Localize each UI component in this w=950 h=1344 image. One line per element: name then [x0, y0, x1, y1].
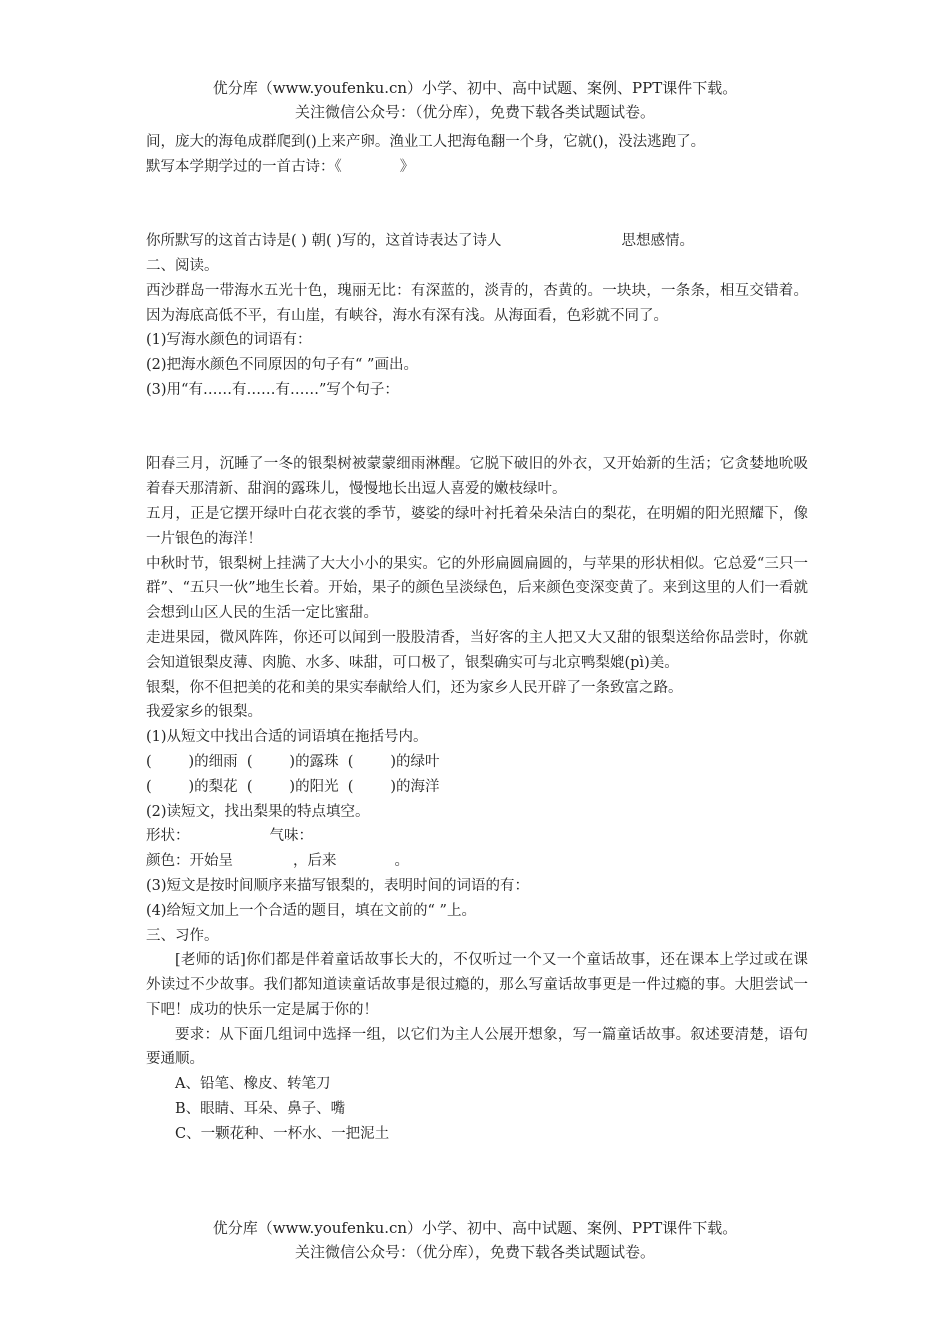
question-2: (2)把海水颜色不同原因的句子有“ ”画出。: [146, 357, 418, 374]
reading-question-3: (3)短文是按时间顺序来描写银梨的，表明时间的词语的有：: [146, 877, 530, 894]
reading-question-1: (1)从短文中找出合适的词语填在拖括号内。: [146, 729, 428, 746]
poem-prompt: 默写本学期学过的一首古诗：《 》: [146, 158, 415, 175]
document-body: [146, 130, 808, 1147]
poem-question: 你所默写的这首古诗是( ) 朝( )写的，这首诗表达了诗人 思想感情。: [146, 233, 694, 250]
question-1: (1)写海水颜色的词语有：: [146, 332, 312, 349]
passage-yinli-p3: 中秋时节，银梨树上挂满了大大小小的果实。它的外形扁圆扁圆的，与苹果的形状相似。它总爱“三只一群”、“五只一伙”地生长着。开始，果子的颜色呈淡绿色，后来颜色变深变黄了。来到这里的人们一看就会想到山区人民的生活一定比蜜甜。: [146, 555, 808, 622]
passage-yinli-p1: 阳春三月，沉睡了一冬的银梨树被蒙蒙细雨淋醒。它脱下破旧的外衣，又开始新的生活；它贪婪地吮吸着春天那清新、甜润的露珠儿，慢慢地长出逗人喜爱的嫩枝绿叶。: [146, 456, 808, 498]
header-line-1: 优分库（www.youfenku.cn）小学、初中、高中试题、案例、PPT课件下载。: [212, 79, 738, 97]
fill-blank-row-b: ( )的梨花 ( )的阳光 ( )的海洋: [146, 778, 440, 795]
option-a: A、铅笔、橡皮、转笔刀: [175, 1076, 331, 1093]
question-3: (3)用“有……有……有……”写个句子：: [146, 381, 399, 398]
footer-line-1: 优分库（www.youfenku.cn）小学、初中、高中试题、案例、PPT课件下载。: [212, 1219, 738, 1237]
page-footer: [0, 1216, 950, 1264]
pear-color: 颜色：开始呈 ，后来 。: [146, 853, 409, 870]
passage-yinli-p6: 我爱家乡的银梨。: [146, 704, 262, 721]
passage-yinli-p5: 银梨，你不但把美的花和美的果实奉献给人们，还为家乡人民开辟了一条致富之路。: [146, 679, 683, 696]
passage-yinli-p4: 走进果园，微风阵阵，你还可以闻到一股股清香，当好客的主人把又大又甜的银梨送给你品尝时，你就会知道银梨皮薄、肉脆、水多、味甜，可口极了，银梨确实可与北京鸭梨媲(pì)美。: [146, 629, 808, 671]
fill-blank-row-a: ( )的细雨 ( )的露珠 ( )的绿叶: [146, 753, 440, 770]
passage-xisha: 西沙群岛一带海水五光十色，瑰丽无比：有深蓝的，淡青的，杏黄的。一块块，一条条，相互交错着。因为海底高低不平，有山崖，有峡谷，海水有深有浅。从海面看，色彩就不同了。: [146, 282, 808, 324]
option-c: C、一颗花种、一杯水、一把泥土: [175, 1125, 390, 1142]
reading-question-2: (2)读短文，找出梨果的特点填空。: [146, 803, 370, 820]
pear-shape-taste: 形状： 气味：: [146, 828, 313, 845]
section-reading-title: 二、阅读。: [146, 257, 219, 274]
section-writing-title: 三、习作。: [146, 927, 219, 944]
teacher-note: [老师的话]你们都是伴着童话故事长大的，不仅听过一个又一个童话故事，还在课本上学过或在课外读过不少故事。我们都知道读童话故事是很过瘾的，那么写童话故事更是一件过瘾的事。大胆尝试一下吧！成功的快乐一定是属于你的！: [146, 952, 808, 1018]
footer-line-2: 关注微信公众号：（优分库），免费下载各类试题试卷。: [294, 1243, 655, 1261]
header-line-2: 关注微信公众号：（优分库），免费下载各类试题试卷。: [294, 103, 655, 121]
passage-yinli-p2: 五月，正是它摆开绿叶白花衣裳的季节，婆娑的绿叶衬托着朵朵洁白的梨花，在明媚的阳光照耀下，像一片银色的海洋！: [146, 505, 808, 547]
turtle-sentence: 间，庞大的海龟成群爬到()上来产卵。渔业工人把海龟翻一个身，它就()，没法逃跑了。: [146, 134, 706, 150]
page-header: [0, 76, 950, 124]
writing-requirement: 要求：从下面几组词中选择一组，以它们为主人公展开想象，写一篇童话故事。叙述要清楚，语句要通顺。: [146, 1026, 808, 1068]
reading-question-4: (4)给短文加上一个合适的题目，填在文前的“ ”上。: [146, 902, 476, 919]
option-b: B、眼睛、耳朵、鼻子、嘴: [175, 1101, 346, 1118]
